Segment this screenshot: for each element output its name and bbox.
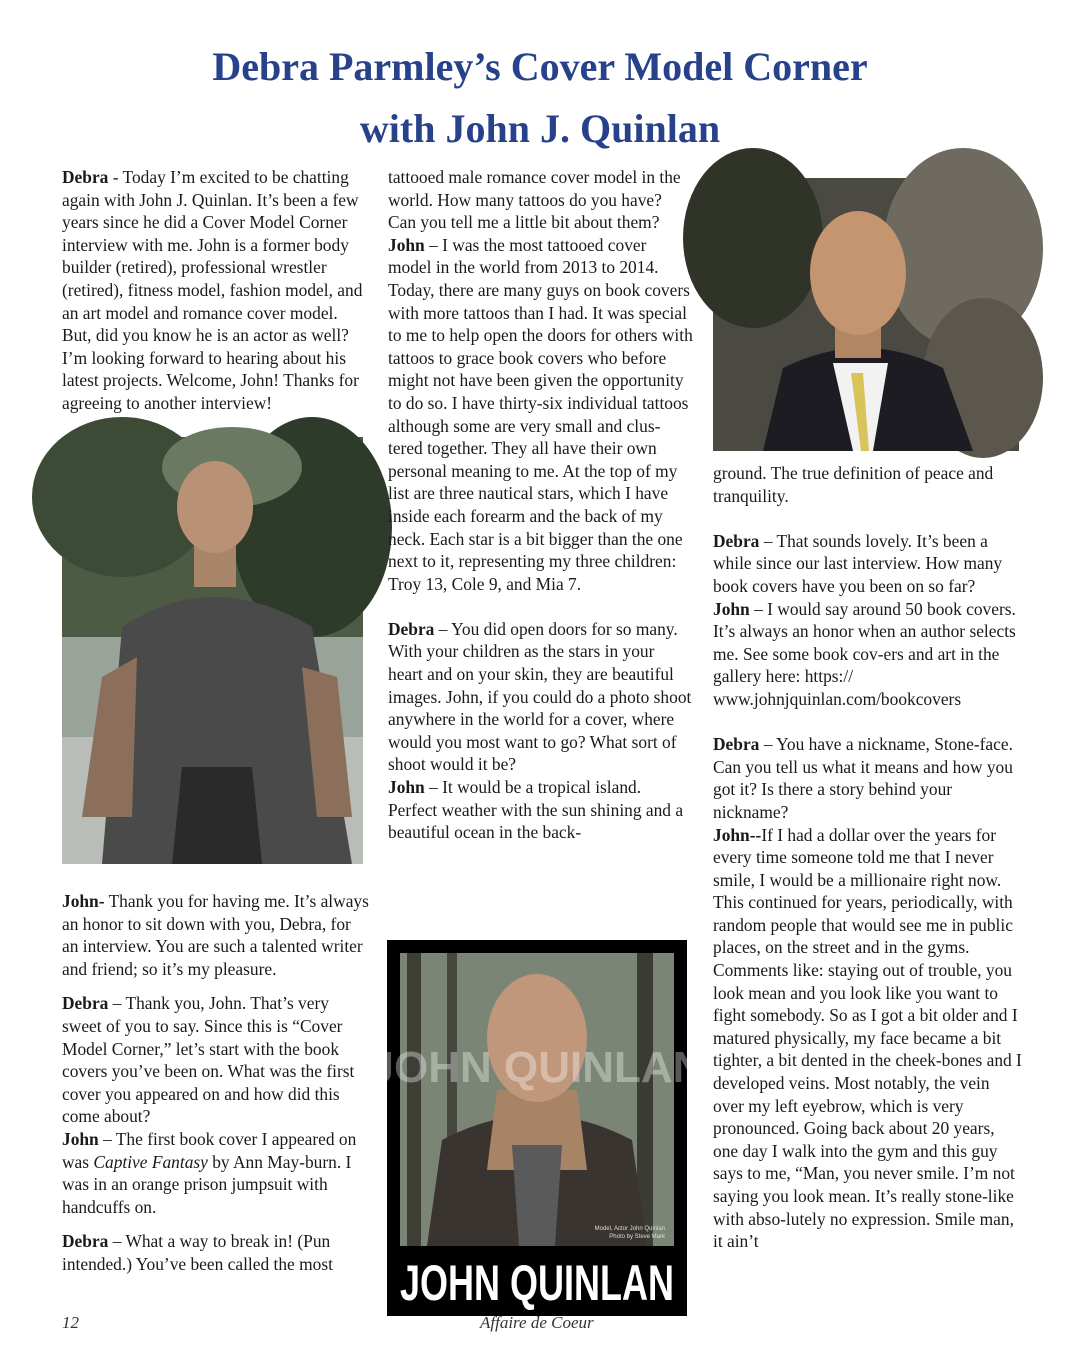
question-5: Debra – That sounds lovely. It’s been a while since our last interview. How many book covers have you been on so far?: [713, 530, 1003, 596]
answer-5: John – I would say around 50 book covers. It’s always an honor when an author selects me. See some book cov-ers and art in the gallery here: https:// www.johnjquinlan.com/bookcovers: [713, 598, 1016, 709]
speaker-label: Debra: [62, 167, 109, 187]
answer-6: John--If I had a dollar over the years for every time someone told me that I never smile, I would be a millionaire right now. This continued for years, periodically, with random people that would see me in public places, on the street and in the gyms. Comments like: staying out of trouble, you look mean and you look like you want to fight somebody. So as I got a bit older and I matured physically, my face became a bit tighter, a bit dented in the cheek-bones and I developed veins. Most notably, the vein over my left eyebrow, which is very pronounced. Going back about 20 years, one day I walk into the gym and this guy says to me, “Man, you never smile. I’m not saying you look mean. It’s really stone-like with abso-lutely no expression. Smile man, it ain’t: [713, 824, 1022, 1252]
speaker-label: Debra: [713, 734, 760, 755]
question-2: Debra – Thank you, John. That’s very sweet of you to say. Since this is “Cover Model Corner,” let’s start with the book covers you’ve been on. What was the first cover you appeared on and how did this come about?: [62, 993, 355, 1127]
page-title-line1: Debra Parmley’s Cover Model Corner: [212, 44, 868, 89]
answer-1: John- Thank you for having me. It’s always an honor to sit down with you, Debra, for an interview. You are such a talented writer and friend; so it’s my pleasure.: [62, 891, 369, 979]
speaker-label: John: [62, 1128, 99, 1149]
poster-name: JOHN QUINLAN: [400, 1255, 674, 1311]
speaker-label: John: [388, 777, 425, 798]
speaker-label: Debra: [388, 618, 435, 639]
poster-john-quinlan: [369, 940, 705, 1316]
photo-john-tshirt-image: [62, 437, 363, 864]
question-4: Debra – You did open doors for so many. With your children as the stars in your heart and on your skin, they are beautiful images. John, if you could do a photo shoot anywhere in the world for a cover, where would you most want to go? What sort of shoot would it be?: [388, 618, 692, 775]
magazine-name: Affaire de Coeur: [480, 1313, 594, 1332]
question-6: Debra – You have a nickname, Stone-face. Can you tell us what it means and how you got it? Is there a story behind your nickname?: [713, 734, 1013, 822]
speaker-label: Debra: [713, 530, 760, 551]
answer-4: John – It would be a tropical island. Perfect weather with the sun shining and a beautiful ocean in the back-: [388, 777, 684, 843]
photo-john-tshirt: [62, 437, 363, 864]
column-3: [713, 462, 1023, 1253]
intro-paragraph: Debra - Today I’m excited to be chatting again with John J. Quinlan. It’s been a few years since he did a Cover Model Corner interview with me. John is a former body builder (retired), professional wrestler (retired), fitness model, fashion model, and an art model and romance cover model. But, did you know he is an actor as well? I’m looking forward to hearing about his latest projects. Welcome, John! Thanks for agreeing to another interview!: [62, 167, 363, 413]
photo-john-suit-image: [713, 178, 1019, 451]
speaker-label: John: [388, 234, 425, 255]
speaker-label: John--: [713, 824, 762, 845]
column-2: [388, 166, 693, 844]
book-title: Captive Fantasy: [93, 1151, 208, 1172]
poster-credit-1: Model, Actor John Quinlan: [594, 1226, 665, 1232]
question-3-continued: tattooed male romance cover model in the world. How many tattoos do you have? Can you tell me a little bit about them?: [388, 167, 681, 233]
speaker-label: Debra: [62, 1231, 109, 1252]
question-3: Debra – What a way to break in! (Pun intended.) You’ve been called the most: [62, 1231, 333, 1274]
page-title-line2: with John J. Quinlan: [359, 106, 721, 151]
column-1-intro: [62, 166, 367, 415]
speaker-label: John: [713, 598, 750, 619]
photo-john-suit: [713, 178, 1019, 451]
column-1-lower: [62, 890, 370, 1276]
speaker-label: John-: [62, 891, 105, 911]
page-number: 12: [62, 1313, 79, 1332]
answer-2: John – The first book cover I appeared on was Captive Fantasy by Ann May-burn. I was in an orange prison jumpsuit with handcuffs on.: [62, 1128, 357, 1217]
poster-credit-2: Photo by Steve Mark: [609, 1234, 665, 1240]
answer-4-continued: ground. The true definition of peace and tranquility.: [713, 463, 994, 506]
poster-watermark: JOHN QUINLAN: [369, 1043, 705, 1092]
poster-image: [369, 940, 705, 1316]
speaker-label: Debra: [62, 993, 109, 1014]
answer-3: John – I was the most tattooed cover model in the world from 2013 to 2014. Today, there are many guys on book covers with more tattoos than I had. It was special to me to help open the doors for others with tattoos to grace book covers who before might not have been given the opportunity to do so. I have thirty-six individual tattoos although some are very small and clus-tered together. They all have their own personal meaning to me. At the top of my list are three nautical stars, which I have inside each forearm and the back of my neck. Each star is a bit bigger than the one next to it, representing my three children: Troy 13, Cole 9, and Mia 7.: [388, 234, 693, 594]
